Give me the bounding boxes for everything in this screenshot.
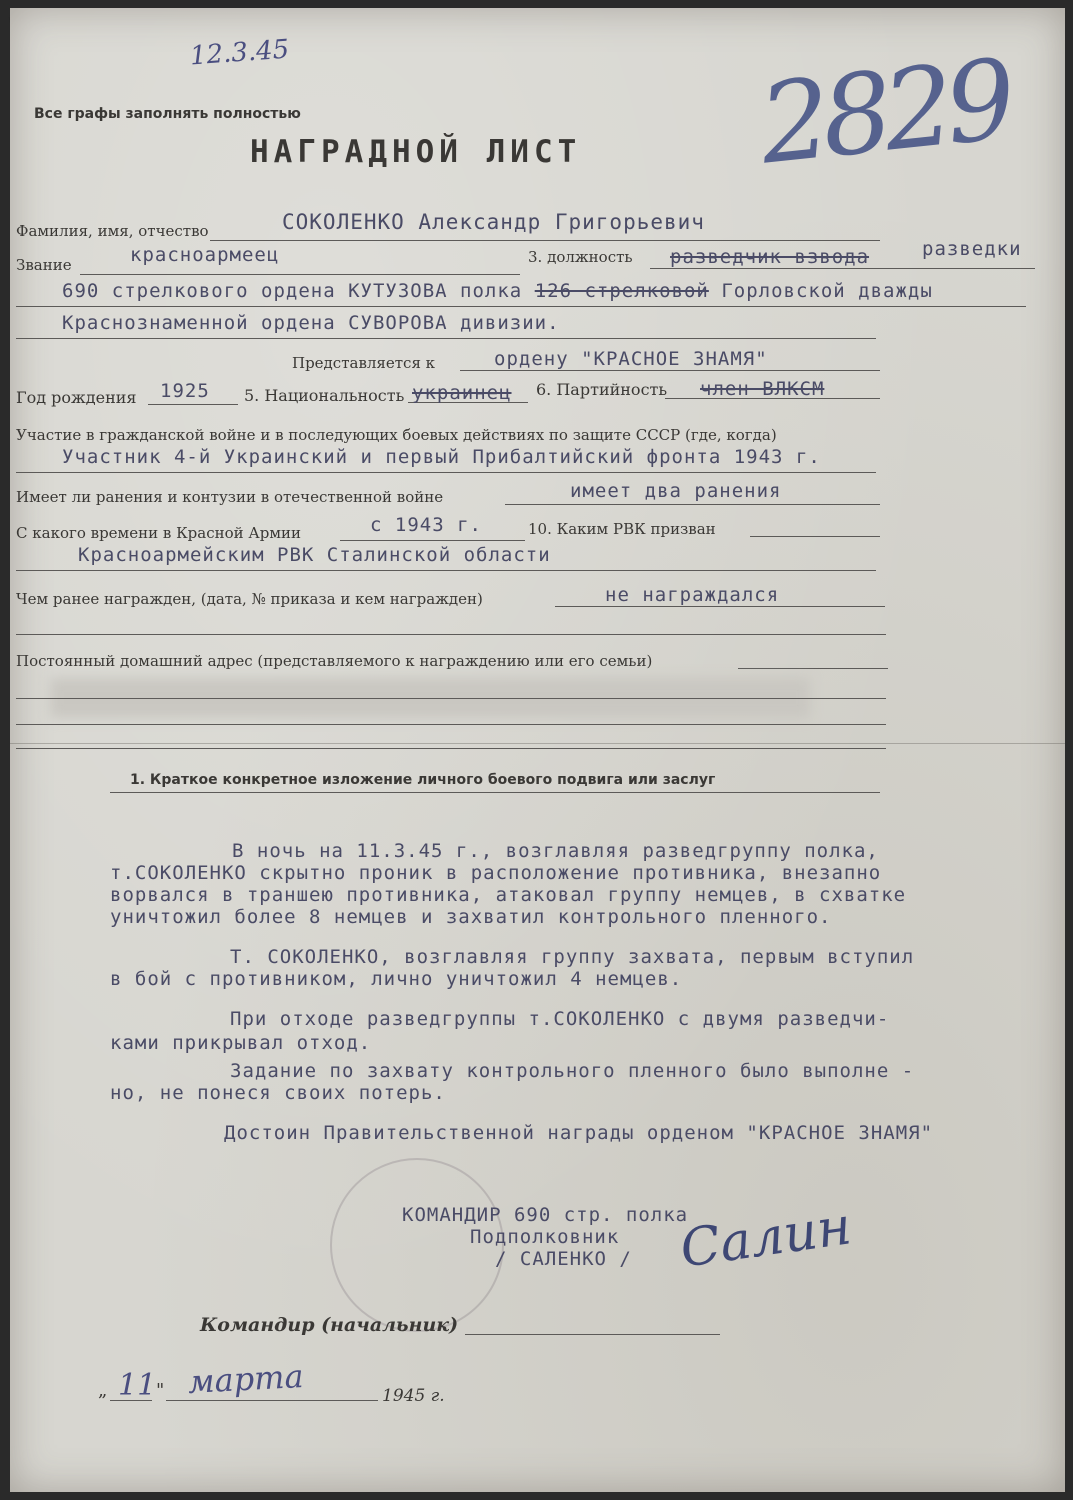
narrative-line: ками прикрывал отход. <box>110 1032 372 1054</box>
handwritten-date-top: 12.3.45 <box>189 34 291 72</box>
handwritten-signature: Салин <box>676 1196 855 1280</box>
presented-label: Представляется к <box>292 354 436 372</box>
date-quote-open: „ <box>98 1380 108 1401</box>
party-value: член ВЛКСМ <box>700 378 825 400</box>
unit-line-1-struck: 126 стрелковой <box>534 280 709 302</box>
rank-label: Звание <box>16 256 72 274</box>
award-sheet <box>10 8 1065 1492</box>
narrative-line: В ночь на 11.3.45 г., возглавляя разведгруппу полка, <box>232 840 879 862</box>
unit-line-1a: 690 стрелкового ордена КУТУЗОВА полка <box>62 280 523 302</box>
presented-value: ордену "КРАСНОЕ ЗНАМЯ" <box>494 348 768 370</box>
birth-value: 1925 <box>160 380 210 402</box>
civil-war-label: Участие в гражданской войне и в последующих боевых действиях по защите СССР (где, когда) <box>16 426 777 444</box>
nationality-value: украинец <box>412 382 512 404</box>
date-year: 1945 г. <box>382 1386 445 1406</box>
position-value: разведки <box>922 238 1022 260</box>
fio-value: СОКОЛЕНКО Александр Григорьевич <box>282 210 705 234</box>
date-day: 11 <box>118 1368 157 1403</box>
civil-war-value: Участник 4-й Украинский и первый Прибалтийский фронта 1943 г. <box>62 446 821 468</box>
unit-line-2: Краснознаменной ордена СУВОРОВА дивизии. <box>62 312 560 334</box>
narrative-line: ворвался в траншею противника, атаковал группу немцев, в схватке <box>110 884 907 906</box>
date-month: марта <box>187 1357 305 1401</box>
section-title: 1. Краткое конкретное изложение личного боевого подвига или заслуг <box>130 772 716 788</box>
commander-rank: Подполковник <box>470 1226 620 1248</box>
position-label: 3. должность <box>528 248 633 266</box>
instruction-text: Все графы заполнять полностью <box>34 106 301 122</box>
narrative-line: Т. СОКОЛЕНКО, возглавляя группу захвата, первым вступил <box>230 946 915 968</box>
narrative-line: т.СОКОЛЕНКО скрытно проник в расположение противника, внезапно <box>110 862 882 884</box>
army-since-value: с 1943 г. <box>370 514 482 536</box>
position-struck: разведчик взвода <box>670 246 870 268</box>
commander-name: / САЛЕНКО / <box>495 1248 632 1270</box>
narrative-line: Достоин Правительственной награды орденом "КРАСНОЕ ЗНАМЯ" <box>224 1122 934 1144</box>
document-title: НАГРАДНОЙ ЛИСТ <box>250 134 582 170</box>
rvk-value: Красноармейским РВК Сталинской области <box>78 544 551 566</box>
handwritten-number: 2829 <box>753 35 1014 189</box>
narrative-line: Задание по захвату контрольного пленного было выполне - <box>230 1060 915 1082</box>
wounds-label: Имеет ли ранения и контузии в отечественной войне <box>16 488 444 506</box>
fold-line <box>10 743 1065 744</box>
date-quote-close: " <box>156 1380 165 1401</box>
birth-label: Год рождения <box>16 388 137 407</box>
narrative-line: но, не понеся своих потерь. <box>110 1082 446 1104</box>
wounds-value: имеет два ранения <box>570 480 782 502</box>
commander-label: Командир (начальник) <box>200 1314 459 1336</box>
narrative-line: При отходе разведгруппы т.СОКОЛЕНКО с двумя разведчи- <box>230 1008 890 1030</box>
narrative-line: уничтожил более 8 немцев и захватил контрольного пленного. <box>110 906 832 928</box>
awarded-value: не награждался <box>605 584 780 606</box>
nationality-label: 5. Национальность <box>244 386 405 405</box>
fio-label: Фамилия, имя, отчество <box>16 222 209 240</box>
narrative-line: в бой с противником, лично уничтожил 4 немцев. <box>110 968 683 990</box>
commander-title: КОМАНДИР 690 стр. полка <box>402 1204 689 1226</box>
unit-line-1 <box>62 280 933 302</box>
awarded-label: Чем ранее награжден, (дата, № приказа и кем награжден) <box>16 590 483 608</box>
party-label: 6. Партийность <box>536 380 668 399</box>
army-since-label: С какого времени в Красной Армии <box>16 524 302 542</box>
unit-line-1b: Горловской дважды <box>721 280 933 302</box>
rvk-label: 10. Каким РВК призван <box>528 520 716 538</box>
rank-value: красноармеец <box>130 244 280 266</box>
address-label: Постоянный домашний адрес (представляемого к награждению или его семьи) <box>16 652 653 670</box>
